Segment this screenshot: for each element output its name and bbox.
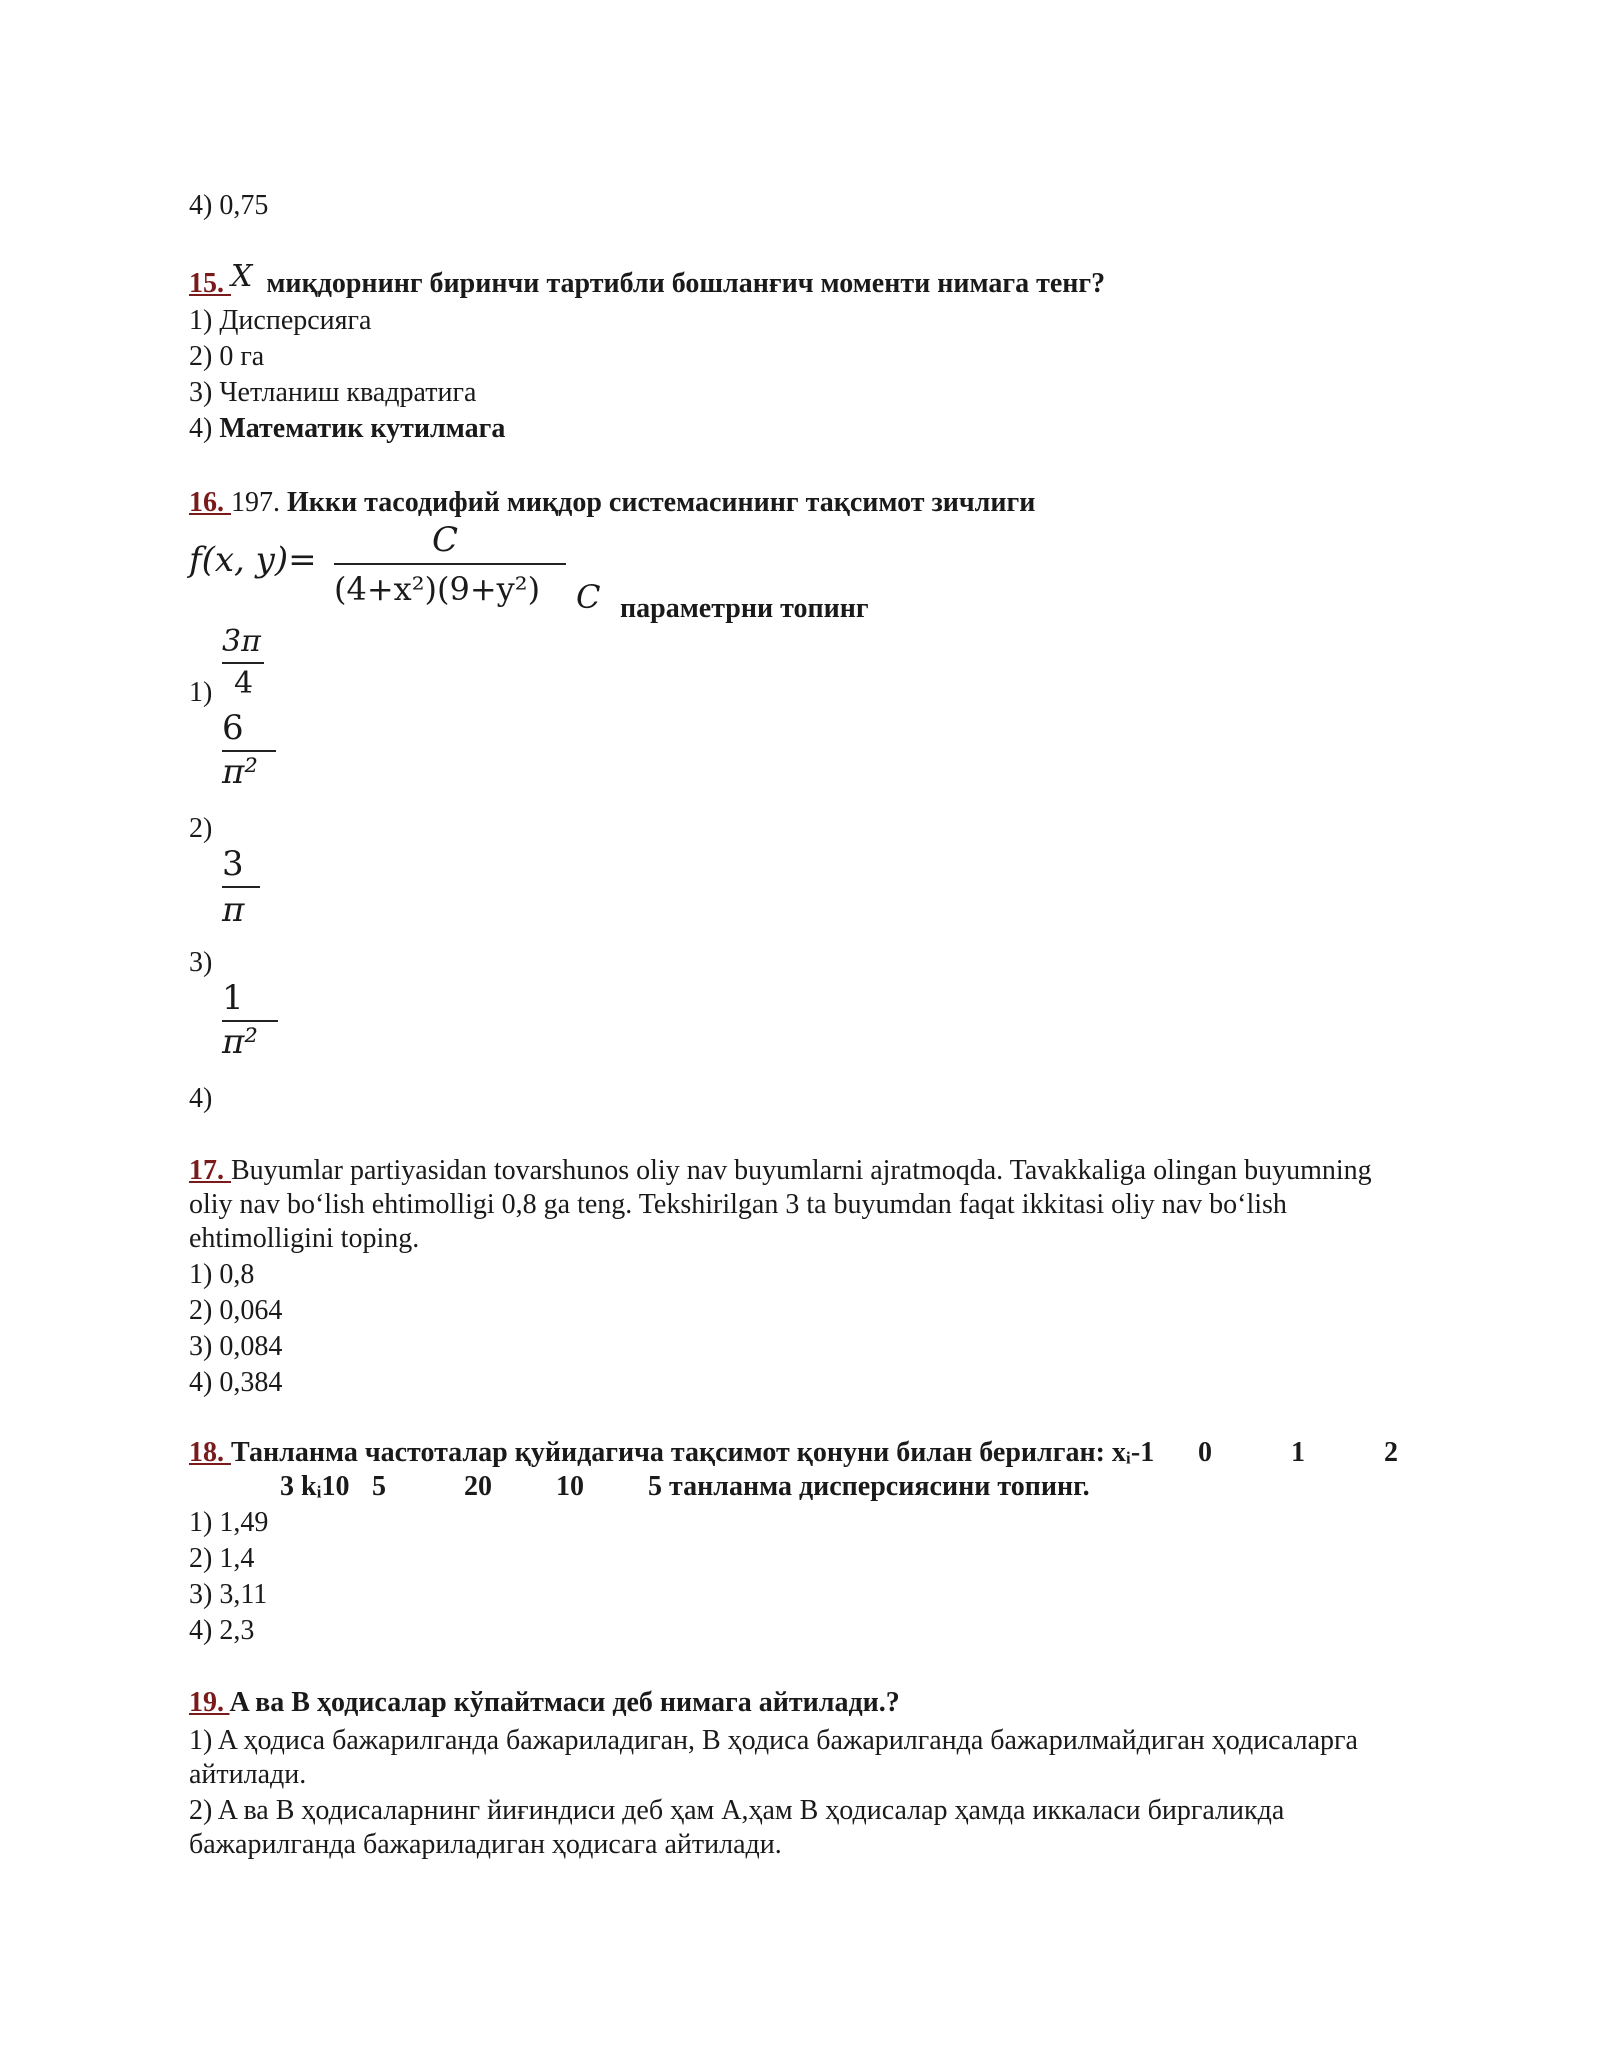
q15-number: 15. [189, 268, 231, 299]
q19-option-2-line-1: 2) A ва B ҳодисаларнинг йиғиндиси деб ҳам A,ҳам B ҳодисалар ҳамда иккаласи биргаликда [189, 1795, 1285, 1826]
q15-option-4-label: 4) [189, 413, 220, 444]
q16-formula-lhs: f(x, y)= [189, 540, 317, 580]
q17-number: 17. [189, 1155, 231, 1186]
q15-option-4 [189, 412, 505, 446]
q16-opt2-numerator: 6 [222, 708, 244, 748]
q18-line-1 [189, 1436, 1154, 1470]
q18-option-1: 1) 1,49 [189, 1507, 269, 1538]
q16-option-4-label: 4) [189, 1083, 213, 1114]
q18-x-value-1: 1 [1291, 1437, 1305, 1468]
q19-question: A ва B ҳодисалар кўпайтмаси деб нимага айтилади.? [229, 1687, 900, 1718]
q15-heading [189, 259, 1106, 301]
q19-option-2-line-2: бажарилганда бажариладиган ҳодисага айтилади. [189, 1829, 782, 1860]
q17-text-1: Buyumlar partiyasidan tovarshunos oliy nav buyumlarni ajratmoqda. Tavakkaliga olingan buyumning [231, 1155, 1372, 1186]
q18-k-value-1: 20 [464, 1471, 492, 1502]
q16-opt3-denominator: π [222, 890, 245, 930]
q16-formula-denominator: (4+x²)(9+y²) [334, 570, 541, 608]
q18-option-3: 3) 3,11 [189, 1579, 268, 1610]
q16-param: C [576, 578, 601, 616]
q16-opt4-numerator: 1 [222, 978, 244, 1018]
q16-opt1-fraction-bar [222, 662, 264, 664]
q16-prefix: 197. [231, 487, 287, 518]
q19-number: 19. [189, 1687, 230, 1718]
q16-option-2-label: 2) [189, 813, 213, 844]
q18-number: 18. [189, 1437, 231, 1468]
q16-opt1-denominator: 4 [234, 666, 254, 701]
q15-option-4-text: Математик кутилмага [219, 413, 506, 444]
q17-line-2: oliy nav bo‘lish ehtimolligi 0,8 ga teng. Tekshirilgan 3 ta buyumdan faqat ikkitasi oliy nav bo‘lish [189, 1189, 1287, 1220]
q18-x-value-2: 2 [1384, 1437, 1398, 1468]
q17-option-3: 3) 0,084 [189, 1331, 283, 1362]
q17-option-2: 2) 0,064 [189, 1295, 283, 1326]
q16-formula-fraction-bar [334, 563, 566, 565]
q18-text-1: Танланма частоталар қуйидагича тақсимот қонуни билан берилган: xᵢ-1 [231, 1437, 1155, 1468]
q18-line-2-tail: 5 танланма дисперсиясини топинг. [648, 1471, 1090, 1502]
q16-opt1-numerator: 3π [222, 624, 261, 659]
q18-k-value-0: 5 [372, 1471, 386, 1502]
q18-line-2-start: 3 kᵢ10 [280, 1471, 350, 1502]
q16-number: 16. [189, 487, 231, 518]
q15-variable: X [231, 259, 253, 294]
q18-k-value-2: 10 [556, 1471, 584, 1502]
q17-line-1 [189, 1154, 1372, 1188]
q16-formula-numerator: C [432, 520, 459, 560]
q16-option-3-label: 3) [189, 947, 213, 978]
q15-option-2: 2) 0 га [189, 341, 265, 372]
q18-x-value-0: 0 [1198, 1437, 1212, 1468]
q16-question: Икки тасодифий миқдор системасининг тақсимот зичлиги [287, 487, 1036, 518]
q18-option-2: 2) 1,4 [189, 1543, 255, 1574]
q16-question-tail: параметрни топинг [620, 593, 869, 624]
q18-option-4: 4) 2,3 [189, 1615, 255, 1646]
q15-option-3: 3) Четланиш квадратига [189, 377, 477, 408]
q16-option-1-label: 1) [189, 677, 213, 708]
q17-option-4: 4) 0,384 [189, 1367, 283, 1398]
q16-opt3-numerator: 3 [222, 844, 244, 884]
q19-heading [189, 1686, 900, 1720]
q15-question: миқдорнинг биринчи тартибли бошланғич моменти нимага тенг? [266, 268, 1106, 299]
q19-option-1-line-1: 1) A ҳодиса бажарилганда бажариладиган, B ҳодиса бажарилганда бажарилмайдиган ҳодисаларга [189, 1725, 1358, 1756]
q16-heading [189, 486, 1035, 520]
q15-option-1: 1) Дисперсияга [189, 305, 372, 336]
q19-option-1-line-2: айтилади. [189, 1759, 307, 1790]
q17-line-3: ehtimolligini toping. [189, 1223, 420, 1254]
q16-opt2-denominator: π² [222, 752, 258, 792]
q16-opt3-fraction-bar [222, 886, 260, 888]
q14-option-4: 4) 0,75 [189, 190, 269, 221]
q17-option-1: 1) 0,8 [189, 1259, 255, 1290]
q16-opt4-denominator: π² [222, 1022, 258, 1062]
